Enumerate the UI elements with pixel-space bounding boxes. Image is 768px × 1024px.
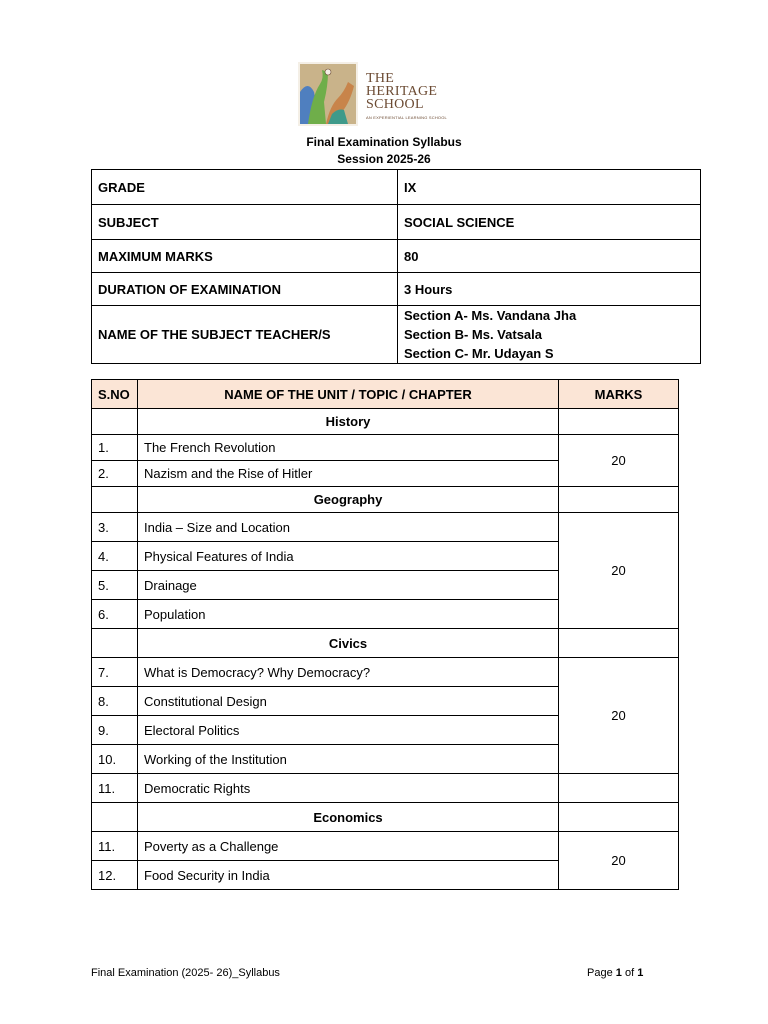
teacher-label: NAME OF THE SUBJECT TEACHER/S xyxy=(92,306,398,364)
grade-value: IX xyxy=(398,170,701,205)
table-row xyxy=(92,774,679,803)
logo-line-2: HERITAGE xyxy=(366,84,438,99)
row-sno: 2. xyxy=(92,461,138,487)
empty-cell xyxy=(559,409,679,435)
info-row-subject xyxy=(92,205,701,240)
max-marks-value: 80 xyxy=(398,240,701,273)
logo-tagline: AN EXPERIENTIAL LEARNING SCHOOL xyxy=(366,115,447,120)
row-sno: 6. xyxy=(92,600,138,629)
row-sno: 7. xyxy=(92,658,138,687)
row-sno: 5. xyxy=(92,571,138,600)
page-word: Page xyxy=(587,967,613,979)
page-total: 1 xyxy=(637,967,644,979)
row-topic: India – Size and Location xyxy=(138,513,559,542)
row-topic: What is Democracy? Why Democracy? xyxy=(138,658,559,687)
exam-info-table xyxy=(91,169,701,364)
syllabus-table xyxy=(91,379,679,890)
history-marks: 20 xyxy=(559,435,679,487)
row-sno: 10. xyxy=(92,745,138,774)
logo-line-3: SCHOOL xyxy=(366,97,424,112)
civics-marks: 20 xyxy=(559,658,679,774)
empty-cell xyxy=(92,487,138,513)
row-sno: 9. xyxy=(92,716,138,745)
section-row-history xyxy=(92,409,679,435)
row-topic: Working of the Institution xyxy=(138,745,559,774)
row-topic: Food Security in India xyxy=(138,861,559,890)
logo-line-1: THE xyxy=(366,71,395,86)
row-topic: Drainage xyxy=(138,571,559,600)
subject-label: SUBJECT xyxy=(92,205,398,240)
table-row xyxy=(92,513,679,542)
row-sno: 8. xyxy=(92,687,138,716)
row-topic: Poverty as a Challenge xyxy=(138,832,559,861)
info-row-grade xyxy=(92,170,701,205)
table-row xyxy=(92,435,679,461)
row-sno: 11. xyxy=(92,774,138,803)
max-marks-label: MAXIMUM MARKS xyxy=(92,240,398,273)
grade-label: GRADE xyxy=(92,170,398,205)
empty-cell xyxy=(92,409,138,435)
row-topic: The French Revolution xyxy=(138,435,559,461)
teacher-section-b: Section B- Ms. Vatsala xyxy=(404,327,542,342)
row-sno: 4. xyxy=(92,542,138,571)
session-label: Session 2025-26 xyxy=(337,152,431,166)
section-title-civics: Civics xyxy=(138,629,559,658)
duration-label: DURATION OF EXAMINATION xyxy=(92,273,398,306)
school-emblem-icon xyxy=(298,62,358,126)
row-sno: 3. xyxy=(92,513,138,542)
row-sno: 12. xyxy=(92,861,138,890)
col-header-sno: S.NO xyxy=(92,380,138,409)
duration-value: 3 Hours xyxy=(398,273,701,306)
teacher-list xyxy=(398,306,701,364)
section-title-history: History xyxy=(138,409,559,435)
row-sno: 11. xyxy=(92,832,138,861)
section-title-geography: Geography xyxy=(138,487,559,513)
empty-cell xyxy=(559,803,679,832)
section-title-economics: Economics xyxy=(138,803,559,832)
info-row-teachers xyxy=(92,306,701,364)
section-row-geography xyxy=(92,487,679,513)
footer-page-number xyxy=(587,967,643,979)
row-topic: Physical Features of India xyxy=(138,542,559,571)
teacher-section-a: Section A- Ms. Vandana Jha xyxy=(404,308,577,323)
empty-cell xyxy=(92,629,138,658)
empty-cell xyxy=(92,803,138,832)
school-logo xyxy=(298,62,458,126)
table-row xyxy=(92,658,679,687)
economics-marks: 20 xyxy=(559,832,679,890)
row-topic: Democratic Rights xyxy=(138,774,559,803)
empty-cell xyxy=(559,487,679,513)
row-topic: Population xyxy=(138,600,559,629)
geography-marks: 20 xyxy=(559,513,679,629)
info-row-duration xyxy=(92,273,701,306)
info-row-marks xyxy=(92,240,701,273)
row-topic: Constitutional Design xyxy=(138,687,559,716)
syllabus-header-row xyxy=(92,380,679,409)
table-row xyxy=(92,832,679,861)
row-topic: Nazism and the Rise of Hitler xyxy=(138,461,559,487)
document-title: Final Examination Syllabus xyxy=(306,135,462,149)
empty-cell xyxy=(559,774,679,803)
teacher-section-c: Section C- Mr. Udayan S xyxy=(404,346,554,361)
subject-value: SOCIAL SCIENCE xyxy=(398,205,701,240)
col-header-topic: NAME OF THE UNIT / TOPIC / CHAPTER xyxy=(138,380,559,409)
page-current: 1 xyxy=(615,967,622,979)
of-word: of xyxy=(624,967,635,979)
col-header-marks: MARKS xyxy=(559,380,679,409)
empty-cell xyxy=(559,629,679,658)
row-sno: 1. xyxy=(92,435,138,461)
footer-doc-name: Final Examination (2025- 26)_Syllabus xyxy=(91,967,280,979)
section-row-civics xyxy=(92,629,679,658)
row-topic: Electoral Politics xyxy=(138,716,559,745)
section-row-economics xyxy=(92,803,679,832)
